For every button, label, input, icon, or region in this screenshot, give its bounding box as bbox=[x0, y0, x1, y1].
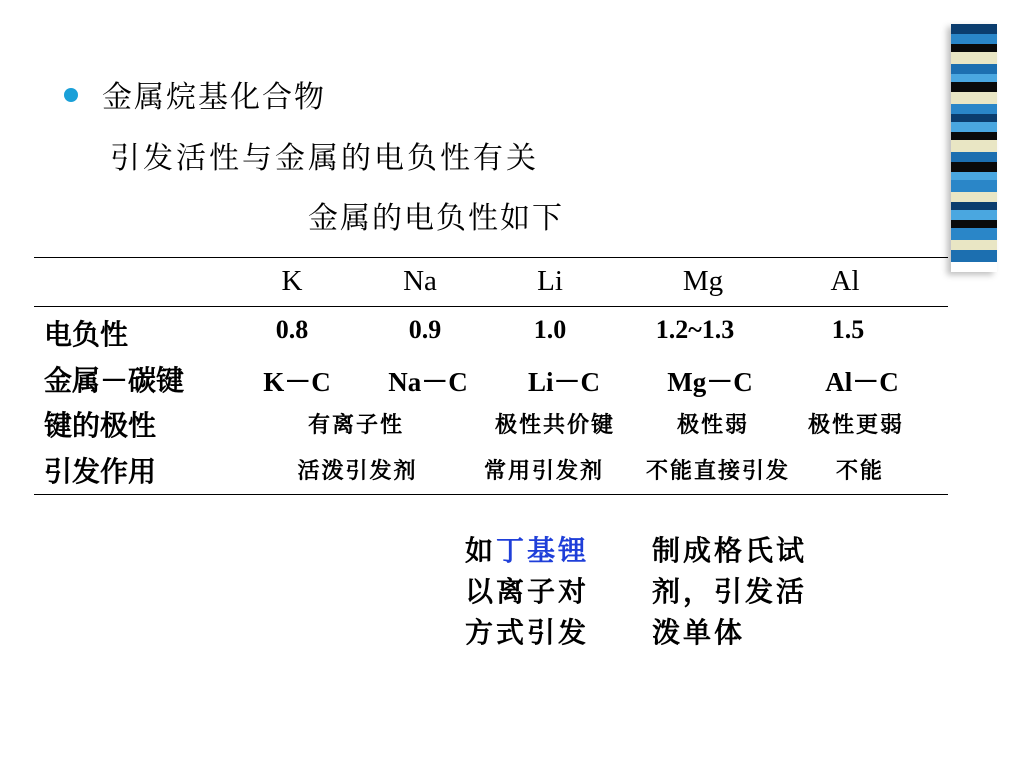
table-cell: 极性共价键 bbox=[494, 412, 615, 438]
table-header-rule bbox=[34, 306, 948, 307]
table-cell: Li－C bbox=[527, 367, 600, 397]
header-cell: Al bbox=[830, 265, 860, 297]
table-cell: 极性弱 bbox=[676, 412, 749, 438]
table-cell: 0.9 bbox=[408, 315, 442, 344]
notes-left-line3: 方式引发 bbox=[465, 616, 590, 649]
table-cell: Al－C bbox=[825, 367, 899, 397]
bullet-icon bbox=[64, 88, 78, 102]
notes-right bbox=[652, 530, 807, 653]
table-cell: Na－C bbox=[388, 367, 468, 397]
table-cell: 常用引发剂 bbox=[483, 458, 604, 484]
notes-left-line2: 以离子对 bbox=[465, 575, 590, 608]
header-cell: Li bbox=[537, 265, 563, 297]
table-top-rule bbox=[34, 257, 948, 258]
notes-right-line2: 剂，引发活 bbox=[652, 575, 808, 608]
notes-prefix: 如 bbox=[465, 534, 497, 567]
row-label: 电负性 bbox=[44, 318, 129, 351]
header-cell: K bbox=[281, 265, 303, 297]
table-cell: K－C bbox=[263, 367, 331, 397]
header-cell: Na bbox=[403, 265, 437, 297]
table-cell: 1.2~1.3 bbox=[655, 315, 735, 344]
table-cell: 有离子性 bbox=[307, 412, 404, 438]
table-bottom-rule bbox=[34, 494, 948, 495]
table-cell: 活泼引发剂 bbox=[297, 458, 418, 484]
header-cell: Mg bbox=[682, 265, 724, 297]
table-cell: 极性更弱 bbox=[807, 412, 904, 438]
notes-right-line1: 制成格氏试 bbox=[652, 534, 808, 567]
table-cell: 1.5 bbox=[831, 315, 865, 344]
row-label: 金属－碳键 bbox=[44, 364, 185, 397]
table-cell: Mg－C bbox=[667, 367, 753, 397]
table-cell: 不能直接引发 bbox=[645, 458, 790, 484]
notes-left-line1 bbox=[465, 530, 589, 571]
table-cell: 1.0 bbox=[533, 315, 567, 344]
butyllithium-highlight: 丁基锂 bbox=[496, 534, 590, 567]
row-label: 引发作用 bbox=[44, 455, 157, 488]
slide-title: 金属烷基化合物 bbox=[102, 80, 326, 115]
table-caption: 金属的电负性如下 bbox=[308, 201, 564, 236]
row-label: 键的极性 bbox=[44, 409, 157, 442]
decorative-stripes-icon bbox=[951, 24, 997, 272]
table-cell: 0.8 bbox=[275, 315, 309, 344]
notes-left bbox=[465, 530, 589, 653]
notes-right-line3: 泼单体 bbox=[652, 616, 746, 649]
table-cell: 不能 bbox=[835, 458, 884, 484]
slide-subtitle: 引发活性与金属的电负性有关 bbox=[110, 141, 539, 176]
